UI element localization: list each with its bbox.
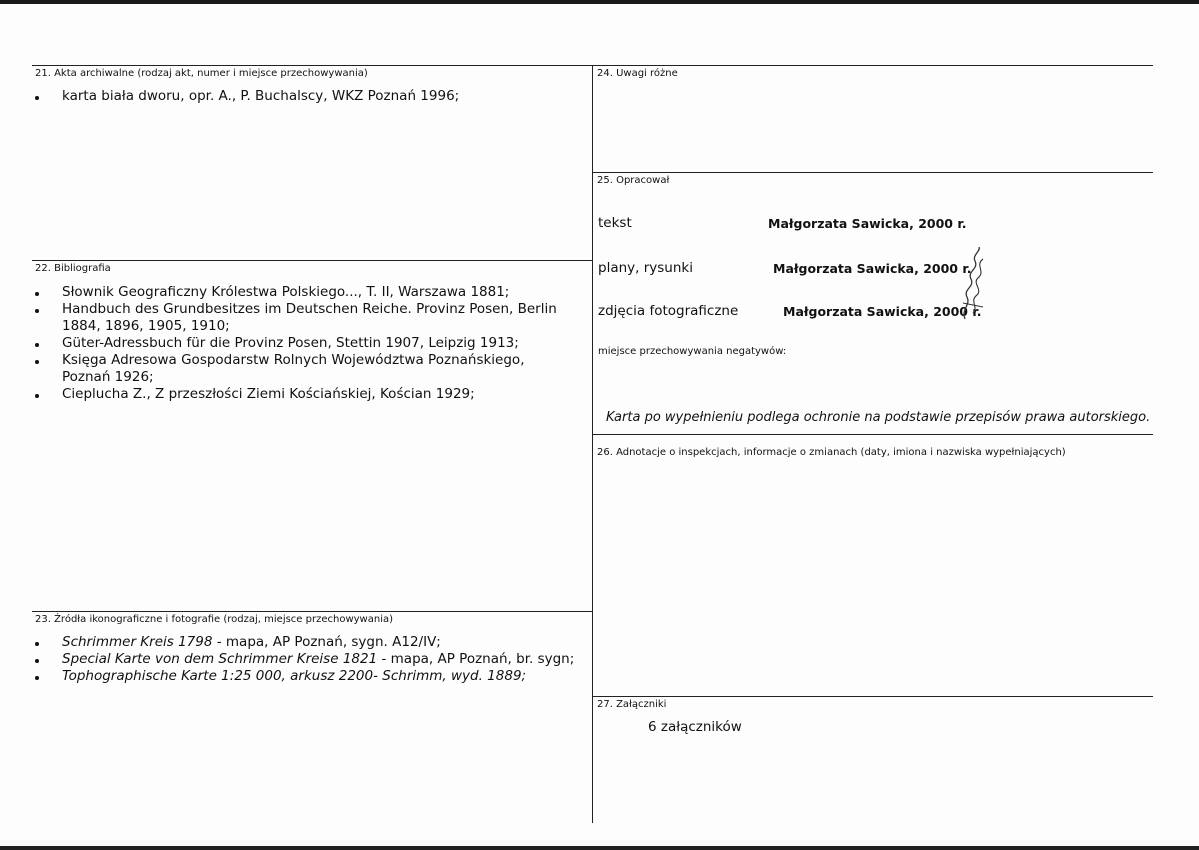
section-22-list (30, 284, 575, 403)
list-item: Słownik Geograficzny Królestwa Polskiego..., T. II, Warszawa 1881; (30, 284, 575, 301)
copyright-note: Karta po wypełnieniu podlega ochronie na podstawie przepisów prawa autorskiego. (606, 410, 1151, 425)
author-row-photos-value: Małgorzata Sawicka, 2000 r. (783, 304, 982, 319)
source-title: Special Karte von dem Schrimmer Kreise 1821 (62, 651, 378, 667)
author-row-photos-key: zdjęcia fotograficzne (598, 303, 739, 319)
list-item: Güter-Adressbuch für die Provinz Posen, Stettin 1907, Leipzig 1913; (30, 335, 575, 352)
section-23-label: 23. Źródła ikonograficzne i fotografie (rodzaj, miejsce przechowywania) (35, 614, 394, 625)
list-item: Cieplucha Z., Z przeszłości Ziemi Kościańskiej, Kościan 1929; (30, 386, 575, 403)
scan-top-edge (0, 0, 1199, 4)
source-details: - mapa, AP Poznań, sygn. A12/IV; (212, 634, 441, 650)
author-row-plans-key: plany, rysunki (598, 260, 693, 276)
rule-27 (592, 696, 1153, 697)
source-details: - mapa, AP Poznań, br. sygn; (377, 651, 575, 667)
list-item: Księga Adresowa Gospodarstw Rolnych Województwa Poznańskiego, Poznań 1926; (30, 352, 575, 386)
negatives-storage-label: miejsce przechowywania negatywów: (598, 346, 787, 357)
author-row-plans-value: Małgorzata Sawicka, 2000 r. (773, 261, 972, 276)
source-title: Schrimmer Kreis 1798 (62, 634, 213, 650)
section-25-label: 25. Opracował (597, 175, 670, 186)
section-22-label: 22. Bibliografia (35, 263, 111, 274)
section-23-list (30, 634, 580, 685)
section-24-label: 24. Uwagi różne (597, 68, 678, 79)
list-item: Handbuch des Grundbesitzes im Deutschen Reiche. Provinz Posen, Berlin 1884, 1896, 1905, 1910; (30, 301, 575, 335)
list-item (30, 634, 580, 651)
rule-23 (32, 611, 592, 612)
rule-26 (592, 434, 1153, 435)
author-row-text-key: tekst (598, 215, 632, 231)
author-row-text-value: Małgorzata Sawicka, 2000 r. (768, 216, 967, 231)
source-title: Tophographische Karte 1:25 000, arkusz 2200- Schrimm, wyd. 1889; (62, 668, 527, 684)
rule-25 (592, 172, 1153, 173)
list-item: karta biała dworu, opr. A., P. Buchalscy, WKZ Poznań 1996; (30, 88, 580, 105)
signature-mark (957, 243, 997, 323)
list-item (30, 651, 580, 668)
column-divider (592, 65, 593, 823)
list-item (30, 668, 580, 685)
rule-22 (32, 260, 592, 261)
section-21-list (30, 88, 580, 105)
attachments-count: 6 załączników (648, 719, 742, 735)
section-27-label: 27. Załączniki (597, 699, 667, 710)
scan-bottom-edge (0, 846, 1199, 850)
section-21-label: 21. Akta archiwalne (rodzaj akt, numer i miejsce przechowywania) (35, 68, 368, 79)
section-26-label: 26. Adnotacje o inspekcjach, informacje o zmianach (daty, imiona i nazwiska wypełniających) (597, 447, 1066, 458)
